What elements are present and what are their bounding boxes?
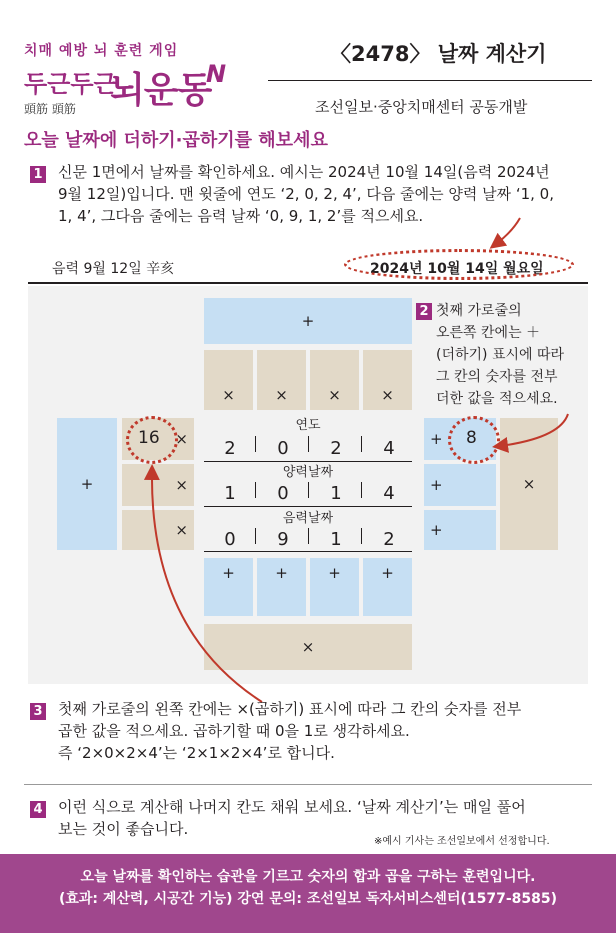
- times-sign: ×: [175, 430, 188, 448]
- logo-big: 뇌운동: [110, 69, 212, 111]
- times-sign: ×: [381, 386, 394, 404]
- digit-cell: 0: [277, 438, 289, 459]
- times-sign: ×: [175, 476, 188, 494]
- plus-sign: +: [328, 564, 341, 582]
- row-label-year: 연도: [295, 418, 321, 433]
- developer-credit: 조선일보·중앙치매센터 공동개발: [315, 98, 528, 116]
- arrow-to-date: [496, 218, 520, 244]
- digit-cell: 4: [383, 483, 395, 504]
- step-1-line: 신문 1면에서 날짜를 확인하세요. 예시는 2024년 10월 14일(음력 2024년: [58, 163, 550, 181]
- times-sign: ×: [175, 521, 188, 539]
- footer-line-1: 오늘 날짜를 확인하는 습관을 기르고 숫자의 합과 곱을 구하는 훈련입니다.: [80, 869, 536, 885]
- step-3-line: 즉 ‘2×0×2×4’는 ‘2×1×2×4’로 합니다.: [58, 744, 335, 762]
- step-2-line: (더하기) 표시에 따라: [436, 347, 565, 363]
- step-4-line: 이런 식으로 계산해 나머지 칸도 채워 보세요. ‘날짜 계산기’는 매일 풀어: [58, 798, 526, 816]
- lunar-date: 음력 9월 12일 辛亥: [52, 261, 175, 277]
- solar-date: 2024년 10월 14일 월요일: [370, 261, 544, 277]
- plus-sign: +: [80, 475, 94, 493]
- plus-sign: +: [430, 476, 443, 494]
- step-2-line: 더한 값을 적으세요.: [436, 391, 558, 407]
- puzzle-title: 〈2478〉 날짜 계산기: [330, 42, 547, 66]
- step-1-line: 1, 4’, 그다음 줄에는 음력 날짜 ‘0, 9, 1, 2’를 적으세요.: [58, 207, 424, 225]
- digit-cell: 2: [383, 529, 395, 550]
- digit-cell: 2: [224, 438, 236, 459]
- plus-sign: +: [275, 564, 288, 582]
- times-sign: ×: [222, 386, 235, 404]
- logo-suffix: N: [206, 60, 227, 88]
- step-2-line: 첫째 가로줄의: [436, 303, 522, 319]
- step-1-line: 9월 12일)입니다. 맨 윗줄에 연도 ‘2, 0, 2, 4’, 다음 줄에는 양력 날짜 ‘1, 0,: [58, 185, 554, 203]
- digit-cell: 1: [330, 483, 342, 504]
- plus-sign: +: [381, 564, 394, 582]
- plus-sign: +: [430, 521, 443, 539]
- plus-sign: +: [430, 430, 443, 448]
- step-2-line: 오른쪽 칸에는 ＋: [436, 325, 541, 341]
- digit-cell: 0: [224, 529, 236, 550]
- example-sum-value: 8: [466, 428, 477, 448]
- step-4-number: 4: [30, 801, 46, 818]
- footer-line-2: (효과: 계산력, 시공간 기능) 강연 문의: 조선일보 독자서비스센터(1577-8585): [58, 891, 558, 907]
- plus-sign: +: [222, 564, 235, 582]
- digit-cell: 1: [224, 483, 236, 504]
- step-3-line: 첫째 가로줄의 왼쪽 칸에는 ×(곱하기) 표시에 따라 그 칸의 숫자를 전부: [58, 700, 522, 718]
- step-4-line: 보는 것이 좋습니다.: [58, 820, 189, 838]
- times-sign: ×: [522, 475, 536, 493]
- plus-sign: +: [301, 312, 315, 330]
- logo-hanja: 頭筋 頭筋: [24, 102, 76, 116]
- row-label-lunar: 음력날짜: [282, 511, 334, 526]
- times-sign: ×: [275, 386, 288, 404]
- step-3-line: 곱한 값을 적으세요. 곱하기할 때 0을 1로 생각하세요.: [58, 722, 410, 740]
- digit-cell: 0: [277, 483, 289, 504]
- digit-cell: 2: [330, 438, 342, 459]
- example-product-value: 16: [138, 428, 160, 448]
- digit-cell: 9: [277, 529, 289, 550]
- times-sign: ×: [301, 638, 315, 656]
- digit-cell: 1: [330, 529, 342, 550]
- step-divider: [24, 784, 592, 785]
- step-3-number: 3: [30, 703, 46, 720]
- step-2-line: 그 칸의 숫자를 전부: [436, 369, 558, 385]
- step-1-number: 1: [30, 166, 46, 183]
- arrow-to-sum: [500, 414, 568, 446]
- times-sign: ×: [328, 386, 341, 404]
- step-2-number: 2: [416, 303, 432, 320]
- step-3-text: [58, 698, 521, 764]
- page-subtitle: 오늘 날짜에 더하기·곱하기를 해보세요: [24, 130, 328, 151]
- footnote: ※예시 기사는 조선일보에서 선정합니다.: [374, 836, 550, 847]
- logo-left: 두근두근: [24, 69, 117, 98]
- series-name: 치매 예방 뇌 훈련 게임: [24, 43, 179, 59]
- arrow-to-product: [152, 472, 262, 702]
- digit-cell: 4: [383, 438, 395, 459]
- footer-banner: [0, 854, 616, 933]
- row-label-solar: 양력날짜: [282, 465, 334, 480]
